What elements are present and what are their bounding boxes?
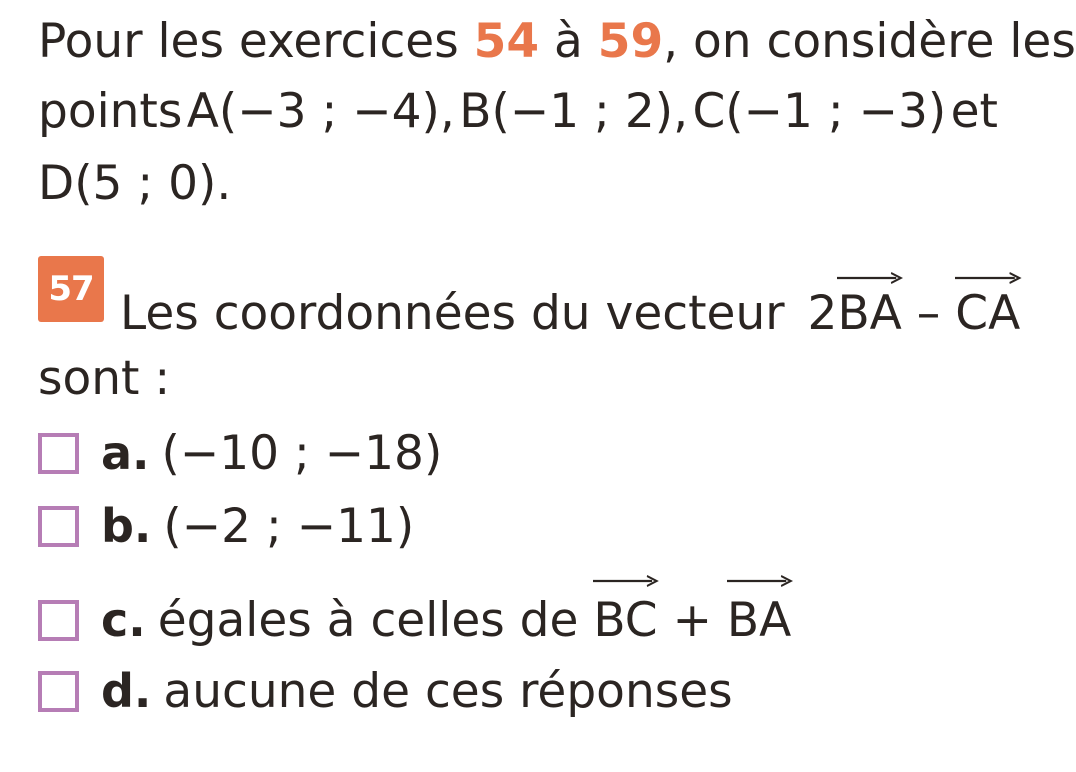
question-ending: sont :	[38, 351, 171, 406]
option-c-prefix: égales à celles de	[157, 592, 579, 648]
intro-connector: à	[554, 14, 583, 69]
option-d-text: aucune de ces réponses	[163, 663, 733, 719]
vector-ca: CA	[955, 290, 1020, 337]
option-b[interactable]	[38, 498, 414, 554]
intro-line-2	[38, 84, 998, 139]
intro-line-3	[38, 156, 232, 211]
vector-coefficient: 2	[807, 286, 838, 341]
point-a: A(−3 ; −4),	[186, 84, 455, 139]
vector-arrow-icon	[955, 272, 1020, 284]
vector-ba-2: BA	[727, 593, 791, 648]
point-c: C(−1 ; −3)	[692, 84, 947, 139]
option-c-letter: c.	[101, 593, 146, 647]
option-c-text	[158, 593, 792, 648]
option-b-text: (−2 ; −11)	[163, 498, 415, 554]
option-a-checkbox[interactable]	[38, 433, 79, 474]
intro-suffix: , on considère les	[663, 14, 1076, 69]
intro-line-1	[38, 14, 1076, 69]
vector-bc: BC	[593, 593, 657, 648]
option-d-letter: d.	[101, 664, 152, 718]
minus-sign: –	[916, 286, 941, 341]
option-c[interactable]	[38, 592, 791, 648]
option-b-checkbox[interactable]	[38, 506, 79, 547]
vector-arrow-icon	[727, 575, 791, 587]
intro-and: et	[950, 84, 998, 139]
intro-prefix: Pour les exercices	[38, 14, 459, 69]
vector-ba: BA	[837, 290, 901, 337]
exercise-range-end: 59	[597, 14, 664, 69]
point-d: D(5 ; 0).	[38, 156, 232, 211]
option-a-text: (−10 ; −18)	[161, 425, 443, 481]
vector-arrow-icon	[837, 272, 901, 284]
vector-expression	[808, 286, 1021, 341]
option-a[interactable]	[38, 425, 442, 481]
option-b-letter: b.	[101, 499, 152, 553]
plus-sign: +	[672, 592, 712, 648]
option-d-checkbox[interactable]	[38, 671, 79, 712]
option-c-checkbox[interactable]	[38, 600, 79, 641]
exercise-range-start: 54	[473, 14, 540, 69]
question-line-2	[38, 351, 171, 406]
intro-points-label: points	[38, 84, 183, 139]
question-text: Les coordonnées du vecteur	[120, 286, 785, 341]
option-a-letter: a.	[101, 426, 150, 480]
exercise-number-badge: 57	[38, 256, 104, 322]
question-line-1	[120, 286, 1021, 341]
vector-arrow-icon	[593, 575, 657, 587]
point-b: B(−1 ; 2),	[459, 84, 689, 139]
option-d[interactable]	[38, 663, 733, 719]
